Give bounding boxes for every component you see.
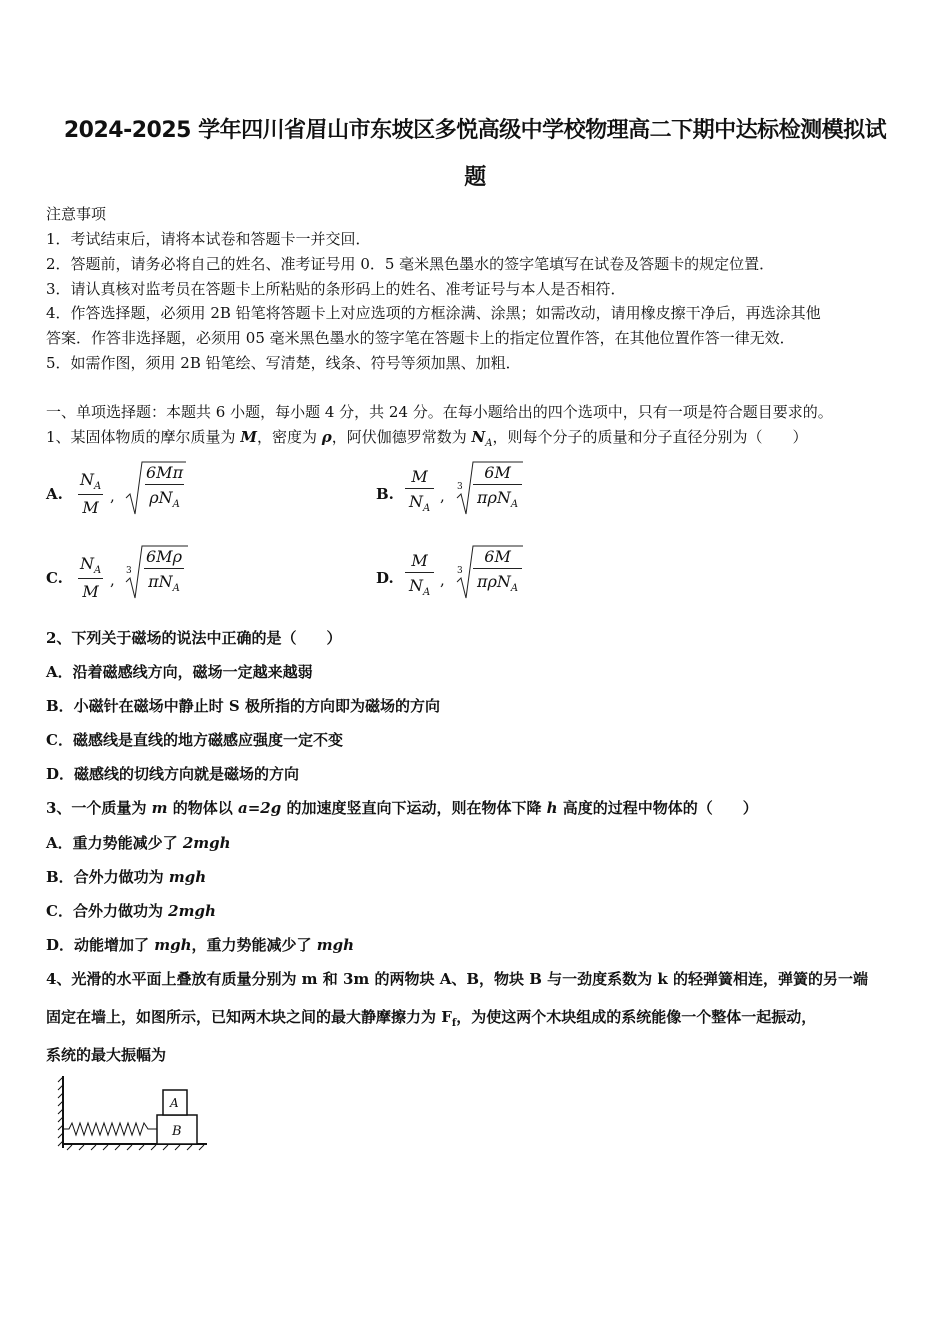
q4-stem-line2: 固定在墙上，如图所示，已知两木块之间的最大静摩擦力为 $F_f$，为使这两个木块组成的系统能像一个整体一起振动， bbox=[46, 1008, 817, 1029]
option-letter: A. bbox=[46, 485, 63, 503]
exam-title-line2: 题 bbox=[464, 165, 486, 190]
q2-option-d[interactable]: D．磁感线的切线方向就是磁场的方向 bbox=[46, 765, 300, 783]
diameter-radicand: 6Mρ $\pi N_A$ bbox=[146, 547, 182, 594]
q2-option-c[interactable]: C．磁感线是直线的地方磁感应强度一定不变 bbox=[46, 731, 343, 749]
diameter-radicand: 6Mπ $\rho N_A$ bbox=[146, 463, 184, 510]
option-letter: C. bbox=[46, 569, 63, 587]
section-heading: 一、单项选择题：本题共 6 小题，每小题 4 分，共 24 分。在每小题给出的四个选项中，只有一项是符合题目要求的。 bbox=[46, 403, 833, 421]
block-b-label: B bbox=[172, 1124, 182, 1139]
q3-option-d[interactable]: D．动能增加了 mgh，重力势能减少了 mgh bbox=[46, 936, 354, 954]
notice-heading: 注意事项 bbox=[46, 205, 107, 223]
diameter-radicand: 6M πρN$_A$ bbox=[473, 547, 522, 594]
q2-stem: 2、下列关于磁场的说法中正确的是（ ） bbox=[46, 629, 342, 647]
mass-fraction: $\frac{M}{N_A}$ bbox=[405, 551, 434, 598]
mass-fraction: $\frac{N_A}{M}$ bbox=[80, 470, 102, 517]
block-a-label: A bbox=[170, 1096, 179, 1110]
spring-icon bbox=[64, 1123, 157, 1135]
option-letter: B. bbox=[376, 485, 394, 503]
notice-item-3: 3．请认真核对监考员在答题卡上所粘贴的条形码上的姓名、准考证号与本人是否相符． bbox=[46, 280, 626, 298]
exam-page: 2024-2025 学年四川省眉山市东坡区多悦高级中学校物理高二下期中达标检测模拟试 题 注意事项 1．考试结束后，请将本试卷和答题卡一并交回． 2．答题前，请务必将自己的姓名、准考证号用 0．5 毫米黑色墨水的签字笔填写在试卷及答题卡的规定位置． 3．请认真核对监考员在答题卡上所粘贴的条形码上的姓名、准考证号与本人是否相符． 4．作答选择题，必须用 2B 铅笔将答题卡上对应选项的方框涂满、涂黑；如需改动，请用橡皮擦干净后，再选涂其他 答案．作答非选择题，必须用 05 毫米黑色墨水的签字笔在答题卡上的指定位置作答，在其他位置作答一律无效． 5．如需作图，须用 2B 铅笔绘、写清楚，线条、符号等须加黑、加粗． 一、单项选择题：本题共 6 小题，每小题 4 分，共 24 分。在每小题给出的四个选项中，只有一项是符合题目要求的。 1、某固体物质的摩尔质量为 M，密度为 ρ，阿伏伽德罗常数为 $N_A$，则每个分子的质量和分子直径分别为（ ） A. $\frac{N_A}{M}$ , 6Mπ $\rho N_A$ B. $\frac{M}{N_A}$ , 3 6M πρN$_A$ C. $\frac{N_A}{M}$ , 3 6Mρ $\pi N_A$ D. $\frac{M}{N_A}$ , 3 6M πρN$_A$ 2、下列关于磁场的说法中正确的是（ ） A．沿着磁感线方向，磁场一定越来越弱 B．小磁针在磁场中静止时 S 极所指的方向即为磁场的方向 C．磁感线是直线的地方磁感应强度一定不变 D．磁感线的切线方向就是磁场的方向 3、一个质量为 m 的物体以 a=2g 的加速度竖直向下运动，则在物体下降 h 高度的过程中物体的（ ） A．重力势能减少了 2mgh B．合外力做功为 mgh C．合外力做功为 2mgh D．动能增加了 mgh，重力势能减少了 mgh 4、光滑的水平面上叠放有质量分别为 m 和 3m 的两物块 A、B，物块 B 与一劲度系数为 k 的轻弹簧相连，弹簧的另一端 固定在墙上，如图所示，已知两木块之间的最大静摩擦力为 $F_f$，为使这两个木块组成的系统能像一个整体一起振动， 系统的最大振幅为 B A bbox=[0, 0, 950, 1344]
q3-option-c[interactable]: C．合外力做功为 2mgh bbox=[46, 902, 216, 920]
option-letter: D. bbox=[376, 569, 394, 587]
q3-option-b[interactable]: B．合外力做功为 mgh bbox=[46, 868, 207, 886]
exam-title-line1: 2024-2025 学年四川省眉山市东坡区多悦高级中学校物理高二下期中达标检测模拟试 bbox=[63, 118, 887, 143]
q3-option-a[interactable]: A．重力势能减少了 2mgh bbox=[46, 834, 231, 852]
q3-stem: 3、一个质量为 m 的物体以 a=2g 的加速度竖直向下运动，则在物体下降 h 高度的过程中物体的（ ） bbox=[46, 799, 758, 817]
notice-item-4: 4．作答选择题，必须用 2B 铅笔将答题卡上对应选项的方框涂满、涂黑；如需改动，请用橡皮擦干净后，再选涂其他 bbox=[46, 304, 821, 322]
notice-item-5: 5．如需作图，须用 2B 铅笔绘、写清楚，线条、符号等须加黑、加粗． bbox=[46, 354, 521, 372]
notice-item-1: 1．考试结束后，请将本试卷和答题卡一并交回． bbox=[46, 230, 371, 248]
notice-item-2: 2．答题前，请务必将自己的姓名、准考证号用 0．5 毫米黑色墨水的签字笔填写在试卷及答题卡的规定位置． bbox=[46, 255, 775, 273]
q1-stem: 1、某固体物质的摩尔质量为 M，密度为 ρ，阿伏伽德罗常数为 $N_A$，则每个分子的质量和分子直径分别为（ ） bbox=[46, 428, 808, 449]
q4-stem-line3: 系统的最大振幅为 bbox=[46, 1046, 167, 1064]
q4-stem-line1: 4、光滑的水平面上叠放有质量分别为 m 和 3m 的两物块 A、B，物块 B 与一劲度系数为 k 的轻弹簧相连，弹簧的另一端 bbox=[46, 970, 869, 988]
q2-option-a[interactable]: A．沿着磁感线方向，磁场一定越来越弱 bbox=[46, 663, 313, 681]
q2-option-b[interactable]: B．小磁针在磁场中静止时 S 极所指的方向即为磁场的方向 bbox=[46, 697, 440, 715]
mass-fraction: $\frac{N_A}{M}$ bbox=[80, 554, 102, 601]
notice-item-4-cont: 答案．作答非选择题，必须用 05 毫米黑色墨水的签字笔在答题卡上的指定位置作答，在其他位置作答一律无效． bbox=[46, 329, 795, 347]
mass-fraction: $\frac{M}{N_A}$ bbox=[405, 467, 434, 514]
spring-block-figure bbox=[55, 1074, 215, 1156]
diameter-radicand: 6M πρN$_A$ bbox=[473, 463, 522, 510]
